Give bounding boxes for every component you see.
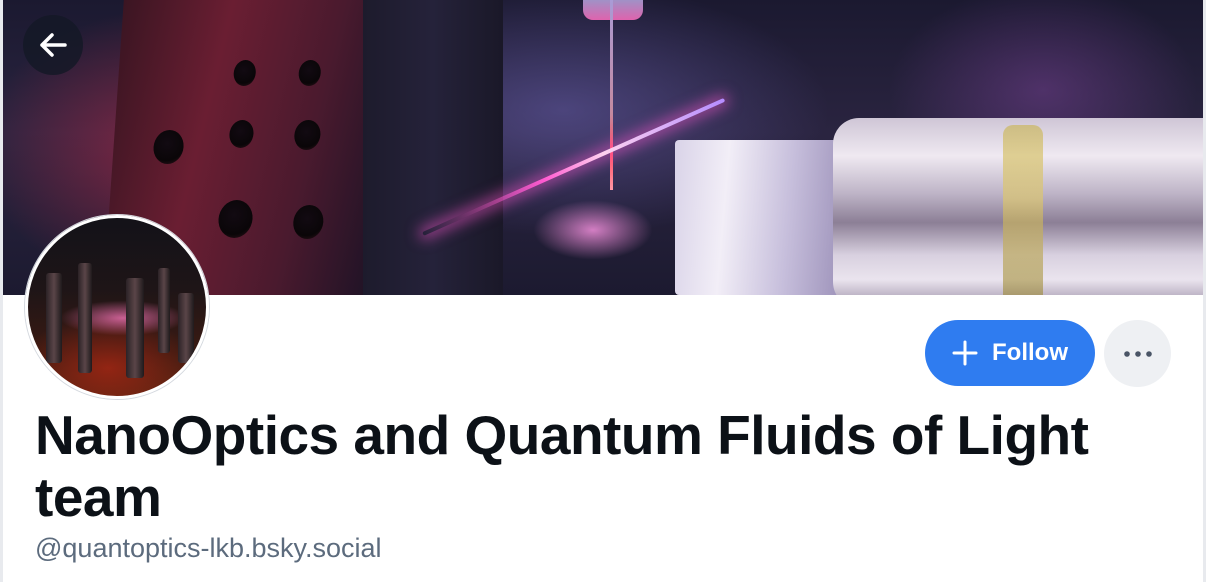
- banner-hole: [293, 120, 321, 150]
- arrow-left-icon: [35, 27, 71, 63]
- banner-hole: [298, 60, 322, 86]
- ellipsis-icon: [1123, 350, 1153, 358]
- banner-mount-cube: [675, 140, 845, 295]
- avatar-post: [158, 268, 170, 353]
- banner-needle: [610, 0, 613, 190]
- banner-needle-holder: [583, 0, 643, 20]
- avatar[interactable]: [25, 215, 209, 399]
- banner-lens-ring: [1003, 125, 1043, 295]
- plus-icon: [952, 340, 978, 366]
- banner-hole: [292, 205, 324, 239]
- banner-hole: [152, 130, 184, 164]
- follow-label: Follow: [992, 339, 1068, 366]
- banner-glow: [533, 200, 653, 260]
- avatar-post: [178, 293, 194, 363]
- profile-handle: @quantoptics-lkb.bsky.social: [35, 533, 382, 563]
- banner-pillar: [363, 0, 503, 295]
- follow-button[interactable]: [925, 320, 1095, 386]
- avatar-post: [46, 273, 62, 363]
- banner-hole: [228, 120, 254, 148]
- display-name: NanoOptics and Quantum Fluids of Light team: [35, 404, 1089, 528]
- back-button[interactable]: [23, 15, 83, 75]
- banner-hole: [233, 60, 257, 86]
- banner-hole: [217, 200, 254, 238]
- more-options-button[interactable]: [1104, 320, 1171, 387]
- avatar-post: [78, 263, 92, 373]
- avatar-post: [126, 278, 144, 378]
